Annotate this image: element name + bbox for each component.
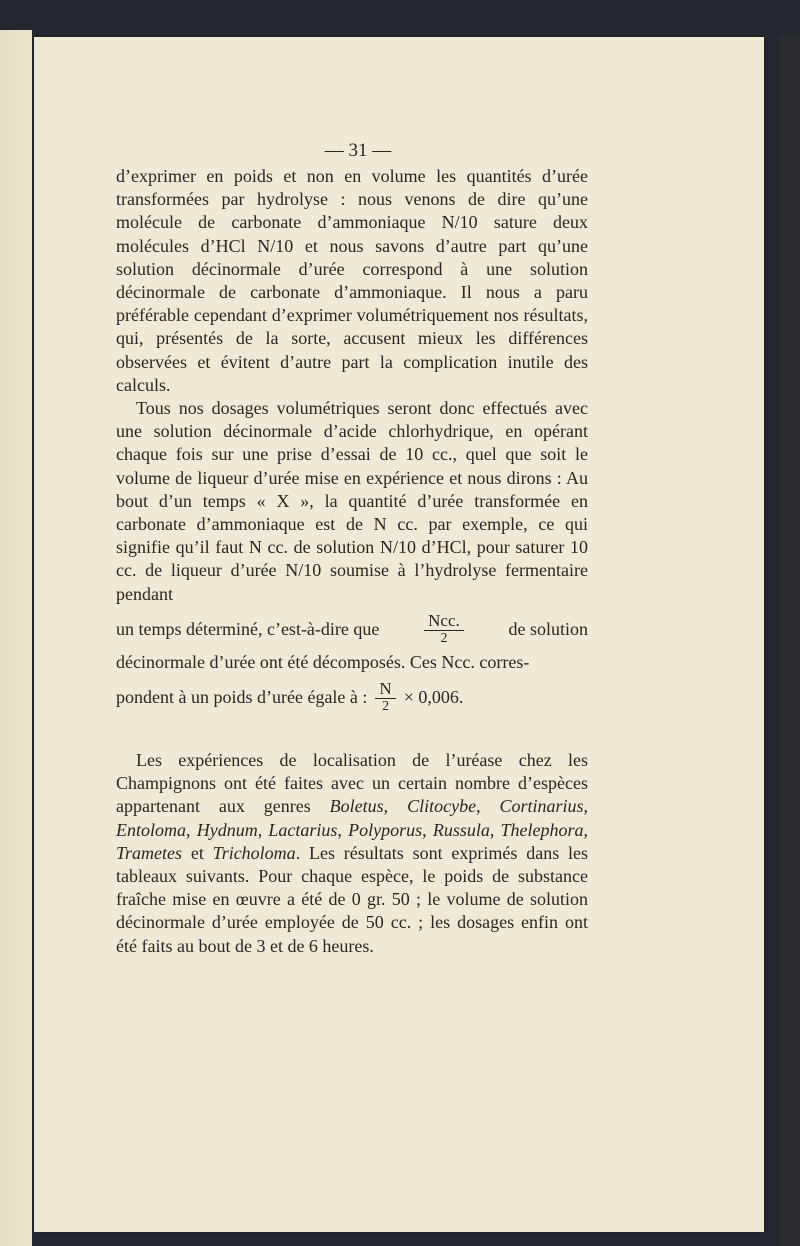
scan-background-edge [780, 36, 800, 1246]
paragraph-3-end: . Les résultats sont exprimés dans les tableaux suivants. Pour chaque espèce, le poids de substance fraîche mise en œuvre a été de 0 gr. 50 ; le volume de solution décinormale d’urée employée de 50 cc. ; les dosages enfin ont été faits au bout de 3 et de 6 heures. [116, 842, 589, 956]
paragraph-2: Tous nos dosages volumétriques seront donc effectués avec une solution décinormale d’acide chlorhydrique, en opérant chaque fois sur une prise d’essai de 10 cc., quel que soit le volume de liqueur d’urée mise en expérience et nous dirons : Au bout d’un temps « X », la quantité d’urée transformée en carbonate d’ammoniaque est de N cc. par exemple, ce qui signifie qu’il faut N cc. de solution N/10 d’HCl, pour saturer 10 cc. de liqueur d’urée N/10 soumise à l’hydrolyse fermentaire pendant [116, 398, 588, 604]
fraction-line-2 [116, 680, 588, 715]
fraction-n-over-2 [375, 680, 395, 715]
fraction-ncc-over-2 [424, 612, 464, 647]
page-number: — 31 — [324, 140, 392, 161]
genus-clitocybe: Clitocybe [407, 796, 477, 817]
fraction-line-2-before: pondent à un poids d’urée égale à : [116, 686, 368, 707]
fraction-denominator: 2 [440, 630, 448, 646]
genus-thelephora: Thelephora [500, 819, 584, 840]
page-body [116, 165, 588, 958]
genus-lactarius: Lactarius [268, 819, 338, 840]
paragraph-3: Les expériences de localisation de l’uréase chez les Champignons ont été faites avec un certain nombre d’espèces appartenant aux genres Boletus, Clitocybe, Cortinarius, Entoloma, Hydnum, Lactarius, Polyporus, Russula, Thelephora, Trametes et Tricholoma. Les résultats sont exprimés dans les tableaux suivants. Pour chaque espèce, le poids de substance fraîche mise en œuvre a été de 0 gr. 50 ; le volume de solution décinormale d’urée employée de 50 cc. ; les dosages enfin ont été faits au bout de 3 et de 6 heures. [116, 750, 589, 956]
genus-polyporus: Polyporus [348, 819, 423, 840]
paragraph-3-connector: et [190, 842, 204, 863]
fraction-numerator: Ncc. [424, 612, 464, 631]
fraction-numerator: N [375, 680, 395, 699]
genus-entoloma: Entoloma [116, 819, 186, 840]
fraction-line-1-before: un temps déterminé, c’est-à-dire que [116, 618, 380, 639]
fraction-line-2-after: × 0,006. [403, 686, 464, 707]
genus-boletus: Boletus [329, 796, 384, 817]
genus-tricholoma: Tricholoma [212, 842, 296, 863]
left-page-edge [0, 30, 32, 1246]
genus-hydnum: Hydnum [196, 819, 258, 840]
genus-cortinarius: Cortinarius [499, 796, 584, 817]
genus-russula: Russula [432, 819, 490, 840]
paragraph-3-start: Les expériences de localisation de l’uréase chez les Champignons ont été faites avec un certain nombre d’espèces appartenant aux genres [116, 750, 588, 817]
paragraph-1: d’exprimer en poids et non en volume les quantités d’urée transformées par hydrolyse : nous venons de dire qu’une molécule de carbonate d’ammoniaque N/10 sature deux molécules d’HCl N/10 et nous savons d’autre part qu’une solution décinormale d’urée correspond à une solution décinormale de carbonate d’ammoniaque. Il nous a paru préférable cependant d’exprimer volumétriquement nos résultats, qui, présentés de la sorte, accusent mieux les différences observées et évitent d’autre part la complication inutile des calculs. [116, 166, 588, 395]
fraction-line-1-after: de solution [508, 618, 589, 639]
genus-trametes: Trametes [116, 842, 183, 863]
fraction-line-1 [116, 612, 588, 647]
fraction-denominator: 2 [382, 699, 390, 715]
line-after-fraction-1: décinormale d’urée ont été décomposés. Ces Ncc. corres- [116, 651, 530, 672]
